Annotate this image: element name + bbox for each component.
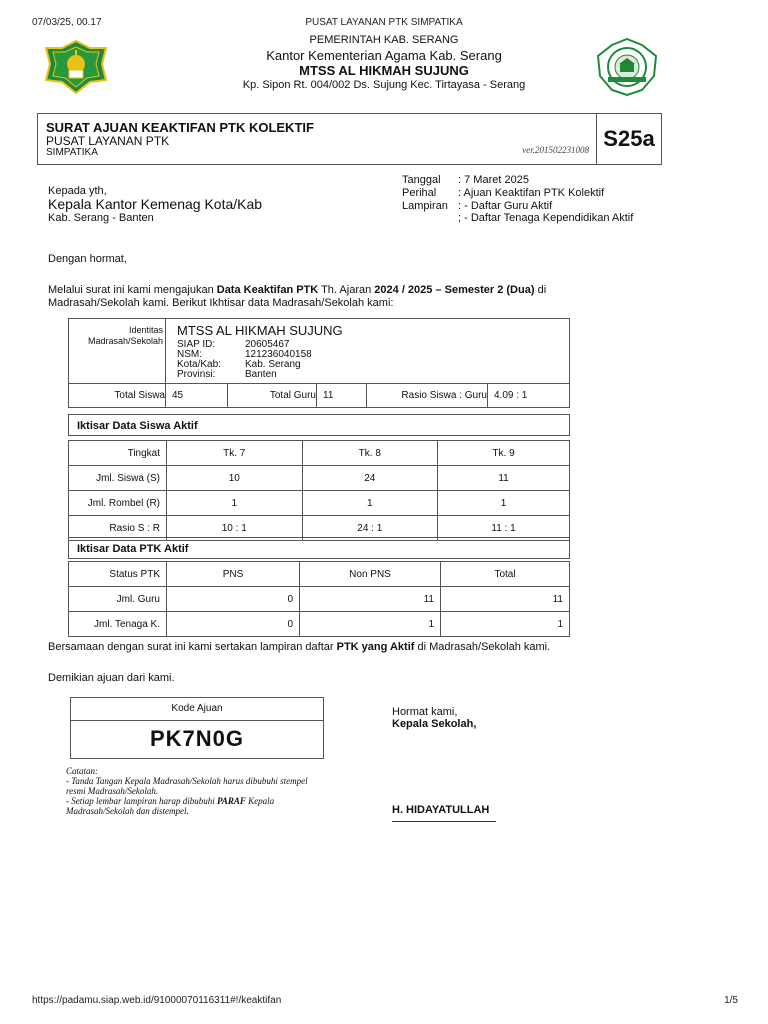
catatan-title: Catatan: <box>66 766 99 776</box>
print-url: https://padamu.siap.web.id/91000070116311#!/keaktifan <box>32 995 282 1006</box>
rasio-label: Rasio Siswa : Guru <box>367 384 488 408</box>
table-cell: 11 <box>441 587 570 612</box>
recipient-greeting: Kepada yth, <box>48 185 107 197</box>
table-header-cell: Tk. 7 <box>167 441 303 466</box>
print-datetime: 07/03/25, 00.17 <box>32 17 102 28</box>
signature-underline <box>392 821 496 822</box>
document-title: SURAT AJUAN KEAKTIFAN PTK KOLEKTIF <box>46 120 314 135</box>
intro-bold-subject: Data Keaktifan PTK <box>216 284 319 296</box>
catatan-line <box>66 796 308 806</box>
siswa-table <box>68 440 570 541</box>
print-page-number: 1/5 <box>724 995 738 1006</box>
table-cell: 11 <box>438 466 570 491</box>
identity-label-line1: Identitas <box>128 325 163 335</box>
table-header-cell: Tingkat <box>69 441 167 466</box>
version-text: ver.201502231008 <box>522 145 589 155</box>
table-header-cell: Non PNS <box>300 562 441 587</box>
tanggal-value: : 7 Maret 2025 <box>458 174 529 186</box>
document-subtitle: PUSAT LAYANAN PTK <box>46 134 170 148</box>
provinsi-value: Banten <box>245 369 277 380</box>
table-cell: 10 : 1 <box>167 516 303 541</box>
letterhead-office: Kantor Kementerian Agama Kab. Serang <box>266 48 502 63</box>
catatan-bold: PARAF <box>217 796 246 806</box>
table-cell: 0 <box>167 587 300 612</box>
kode-ajuan-box <box>70 697 324 759</box>
table-cell: 24 <box>302 466 438 491</box>
ptk-section-title: Iktisar Data PTK Aktif <box>68 537 570 559</box>
table-cell: 1 <box>438 491 570 516</box>
table-row <box>69 466 570 491</box>
catatan-line: - Tanda Tangan Kepala Madrasah/Sekolah harus dibubuhi stempel <box>66 776 308 786</box>
total-siswa-value: 45 <box>166 384 228 408</box>
table-cell: 0 <box>167 612 300 637</box>
lampiran-value-1: : - Daftar Guru Aktif <box>458 200 553 212</box>
attachment-paragraph <box>48 641 550 653</box>
letterhead-government: PEMERINTAH KAB. SERANG <box>309 34 459 46</box>
catatan-line: resmi Madrasah/Sekolah. <box>66 786 159 796</box>
signature-name: H. HIDAYATULLAH <box>392 804 490 816</box>
table-row-label: Jml. Guru <box>69 587 167 612</box>
siswa-section-title: Iktisar Data Siswa Aktif <box>68 414 570 436</box>
identity-label-line2: Madrasah/Sekolah <box>87 336 163 346</box>
total-guru-label: Total Guru <box>228 384 317 408</box>
intro-paragraph-line2: Madrasah/Sekolah kami. Berikut Ikhtisar data Madrasah/Sekolah kami: <box>48 297 394 309</box>
title-box <box>37 113 662 165</box>
intro-bold-period: 2024 / 2025 – Semester 2 (Dua) <box>374 284 535 296</box>
lampiran-label: Lampiran <box>402 200 448 212</box>
catatan-text: Kepala <box>245 796 275 806</box>
siap-value: 20605467 <box>245 339 290 350</box>
table-cell: 1 <box>300 612 441 637</box>
nsm-value: 121236040158 <box>245 349 312 360</box>
table-cell: 1 <box>167 491 303 516</box>
kode-ajuan-label: Kode Ajuan <box>71 698 323 721</box>
intro-text: Th. Ajaran <box>318 284 375 296</box>
identity-label <box>69 325 163 347</box>
ptk-table <box>68 561 570 637</box>
closing-paragraph: Demikian ajuan dari kami. <box>48 672 175 684</box>
recipient-place: Kab. Serang - Banten <box>48 212 154 224</box>
table-row-label: Jml. Rombel (R) <box>69 491 167 516</box>
attachment-bold: PTK yang Aktif <box>336 641 415 653</box>
lampiran-value-2: ; - Daftar Tenaga Kependidikan Aktif <box>458 212 634 224</box>
table-cell: 24 : 1 <box>302 516 438 541</box>
table-row <box>69 562 570 587</box>
total-guru-value: 11 <box>317 384 367 408</box>
table-row-label: Jml. Siswa (S) <box>69 466 167 491</box>
provinsi-label: Provinsi: <box>177 369 216 380</box>
table-header-cell: Status PTK <box>69 562 167 587</box>
table-cell: 1 <box>441 612 570 637</box>
attachment-text: Bersamaan dengan surat ini kami sertakan lampiran daftar <box>48 641 337 653</box>
signature-role: Kepala Sekolah, <box>392 718 477 730</box>
identity-table <box>68 318 570 408</box>
salutation: Dengan hormat, <box>48 253 127 265</box>
table-cell: 11 <box>300 587 441 612</box>
table-row <box>69 441 570 466</box>
letterhead-school: MTSS AL HIKMAH SUJUNG <box>299 63 469 78</box>
print-page-title: PUSAT LAYANAN PTK SIMPATIKA <box>305 17 463 28</box>
table-header-cell: PNS <box>167 562 300 587</box>
school-name: MTSS AL HIKMAH SUJUNG <box>177 323 343 338</box>
rasio-value: 4.09 : 1 <box>488 384 570 408</box>
form-code: S25a <box>596 114 661 164</box>
table-header-cell: Tk. 9 <box>438 441 570 466</box>
table-cell: 10 <box>167 466 303 491</box>
catatan-notes <box>66 766 308 816</box>
catatan-line: Madrasah/Sekolah dan distempel. <box>66 806 189 816</box>
nsm-label: NSM: <box>177 349 202 360</box>
app-name: SIMPATIKA <box>46 147 98 158</box>
table-row-label: Rasio S : R <box>69 516 167 541</box>
kota-label: Kota/Kab: <box>177 359 221 370</box>
table-row-label: Jml. Tenaga K. <box>69 612 167 637</box>
table-cell: 11 : 1 <box>438 516 570 541</box>
intro-paragraph-line1 <box>48 284 546 296</box>
letterhead-address: Kp. Sipon Rt. 004/002 Ds. Sujung Kec. Tirtayasa - Serang <box>242 79 526 91</box>
table-row <box>69 612 570 637</box>
kode-ajuan-value: PK7N0G <box>149 726 245 751</box>
kota-value: Kab. Serang <box>245 359 301 370</box>
table-header-cell: Total <box>441 562 570 587</box>
recipient-name: Kepala Kantor Kemenag Kota/Kab <box>48 196 263 212</box>
intro-text: Melalui surat ini kami mengajukan <box>48 284 217 296</box>
kemenag-emblem-icon <box>44 40 108 94</box>
total-siswa-label: Total Siswa <box>69 384 166 408</box>
table-cell: 1 <box>302 491 438 516</box>
signature-closing: Hormat kami, <box>392 706 458 718</box>
intro-text: di <box>534 284 547 296</box>
catatan-text: - Setiap lembar lampiran harap dibubuhi <box>66 796 217 806</box>
table-header-cell: Tk. 8 <box>302 441 438 466</box>
tanggal-label: Tanggal <box>402 174 441 186</box>
table-row <box>69 491 570 516</box>
perihal-label: Perihal <box>402 187 437 199</box>
table-row <box>69 587 570 612</box>
perihal-value: : Ajuan Keaktifan PTK Kolektif <box>458 187 605 199</box>
attachment-text: di Madrasah/Sekolah kami. <box>414 641 551 653</box>
siap-label: SIAP ID: <box>177 339 216 350</box>
